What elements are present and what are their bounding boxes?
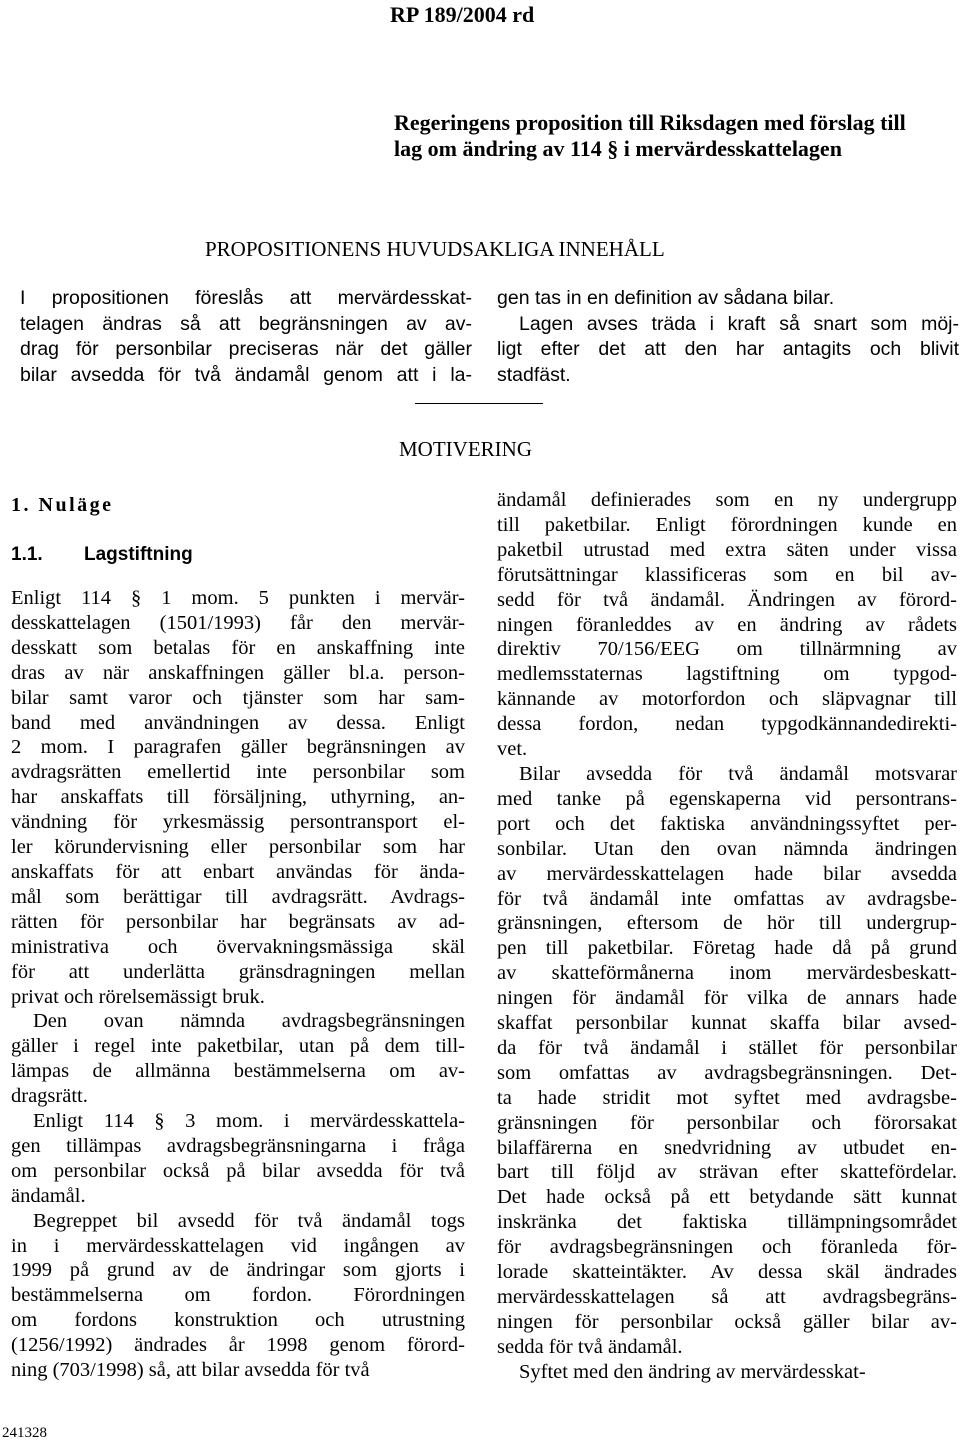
body-text-line: av skatteförmånerna inom mervärdesbeskatt- <box>497 962 957 985</box>
body-text-line: pen till paketbilar. Företag hade då på grund <box>497 937 957 960</box>
body-text-line: inskränka det faktiska tillämpningsområdet <box>497 1211 957 1234</box>
title-line: lag om ändring av 114 § i mervärdesskattelagen <box>394 136 842 161</box>
body-text-line: för avdragsbegränsningen och föranleda för- <box>497 1236 957 1259</box>
body-text-line: 2 mom. I paragrafen gäller begränsningen av <box>11 736 465 759</box>
body-text-line: mål som berättigar till avdragsrätt. Avdrags- <box>11 885 465 908</box>
body-text-line: bilar samt varor och tjänster som har sam- <box>11 686 465 709</box>
body-text-line: lämpas de allmänna bestämmelserna om av- <box>11 1060 465 1083</box>
body-text-line: da för två ändamål i stället för personbilar <box>497 1036 957 1059</box>
proposition-title <box>394 110 954 162</box>
body-text-line: gränsningen för personbilar och förorsakat <box>497 1111 957 1134</box>
summary-line: telagen ändras så att begränsningen av av- <box>20 312 472 335</box>
body-text-line: ning (703/1998) så, att bilar avsedda för två <box>11 1359 370 1382</box>
body-text-line: bilaffärerna en snedvridning av utbudet en- <box>497 1136 957 1159</box>
document-reference: RP 189/2004 rd <box>390 2 535 27</box>
body-text-line: direktiv 70/156/EEG om tillnärmning av <box>497 638 957 661</box>
body-text-line: Syftet med den ändring av mervärdesskat- <box>519 1360 866 1383</box>
body-text-line: in i mervärdesskattelagen vid ingången av <box>11 1234 465 1257</box>
summary-line: drag för personbilar preciseras när det gäller <box>20 338 472 360</box>
summary-right-column <box>497 286 959 388</box>
section-heading-nulage: 1. Nuläge <box>11 494 114 516</box>
body-text-line: desskattelagen (1501/1993) får den mervär- <box>11 611 465 634</box>
body-text-line: till paketbilar. Enligt förordningen kunde en <box>497 513 957 536</box>
body-text-line: lorade skatteintäkter. Av dessa skäl ändrades <box>497 1261 957 1284</box>
body-text-line: dragsrätt. <box>11 1085 88 1108</box>
summary-line: I propositionen föreslås att mervärdesskat- <box>20 287 472 309</box>
body-text-line: om personbilar också på bilar avsedda för två <box>11 1159 465 1182</box>
summary-line: Lagen avses träda i kraft så snart som möj- <box>519 312 959 335</box>
summary-line: gen tas in en definition av sådana bilar. <box>497 287 835 309</box>
body-text-line: ler körundervisning eller personbilar som har <box>11 836 465 859</box>
summary-line: stadfäst. <box>497 363 571 386</box>
body-text-line: Bilar avsedda för två ändamål motsvarar <box>519 762 957 785</box>
body-text-line: bart till följd av strävan efter skattefördelar. <box>497 1161 957 1184</box>
body-text-line: ändamål definierades som en ny undergrupp <box>497 489 957 511</box>
summary-line: bilar avsedda för två ändamål genom att i la- <box>20 363 472 386</box>
body-text-line: gäller i regel inte paketbilar, utan på dem till- <box>11 1035 465 1058</box>
body-text-line: desskatt som betalas för en anskaffning inte <box>11 636 465 659</box>
body-text-line: för att underlätta gränsdragningen mellan <box>11 960 465 983</box>
body-text-line: Begreppet bil avsedd för två ändamål togs <box>33 1209 465 1232</box>
body-right-column <box>497 488 957 1385</box>
body-text-line: band med användningen av dessa. Enligt <box>11 711 465 734</box>
body-text-line: vändning för yrkesmässig persontransport el- <box>11 811 465 834</box>
body-text-line: sedd för två ändamål. Ändringen av förord- <box>497 588 957 611</box>
body-text-line: privat och rörelsemässigt bruk. <box>11 985 265 1008</box>
body-text-line: dessa fordon, nedan typgodkännandedirekti- <box>497 713 957 736</box>
body-text-line: 1999 på grund av de ändringar som gjorts i <box>11 1259 465 1282</box>
title-line: Regeringens proposition till Riksdagen med förslag till <box>394 110 906 135</box>
body-text-line: Enligt 114 § 1 mom. 5 punkten i mervär- <box>11 587 465 609</box>
body-text-line: port och det faktiska användningssyftet per- <box>497 812 957 835</box>
body-text-line: gen tillämpas avdragsbegränsningarna i fråga <box>11 1134 465 1157</box>
body-text-line: ta hade stridit mot syftet med avdragsbe- <box>497 1086 957 1109</box>
body-text-line: mervärdesskattelagen så att avdragsbegräns- <box>497 1286 957 1308</box>
body-text-line: Den ovan nämnda avdragsbegränsningen <box>33 1010 465 1033</box>
body-text-line: Enligt 114 § 3 mom. i mervärdesskattela- <box>33 1110 465 1133</box>
section-separator <box>415 403 543 404</box>
body-text-line: bestämmelserna om fordon. Förordningen <box>11 1284 465 1307</box>
subsection-number: 1.1. <box>11 544 43 565</box>
body-text-line: om fordons konstruktion och utrustning <box>11 1309 465 1332</box>
body-text-line: gränsningen, eftersom de hör till undergrup- <box>497 912 957 935</box>
page-code: 241328 <box>2 1425 47 1441</box>
body-text-line: ningen föranleddes av en ändring av rådets <box>497 613 957 636</box>
body-text-line: rätten för personbilar har begränsats av ad- <box>11 910 465 933</box>
body-text-line: Det hade också på ett betydande sätt kunnat <box>497 1186 957 1209</box>
subsection-heading-lagstiftning <box>11 542 193 568</box>
body-text-line: ningen för personbilar också gäller bilar av- <box>497 1310 957 1333</box>
body-text-line: förutsättningar klassificeras som en bil av- <box>497 563 957 586</box>
body-text-line: vet. <box>497 738 528 761</box>
body-text-line: (1256/1992) ändrades år 1998 genom förord- <box>11 1334 465 1357</box>
body-text-line: kännande av motorfordon och släpvagnar till <box>497 688 957 711</box>
summary-left-column <box>20 286 472 388</box>
body-text-line: ändamål. <box>11 1184 86 1207</box>
summary-heading: PROPOSITIONENS HUVUDSAKLIGA INNEHÅLL <box>205 237 665 261</box>
body-text-line: sedda för två ändamål. <box>497 1335 683 1358</box>
summary-line: ligt efter det att den har antagits och blivit <box>497 338 959 360</box>
body-text-line: medlemsstaternas lagstiftning om typgod- <box>497 663 957 686</box>
body-text-line: dras av när anskaffningen gäller bl.a. person- <box>11 661 465 684</box>
body-text-line: som omfattas av avdragsbegränsningen. Det- <box>497 1061 957 1084</box>
body-text-line: sonbilar. Utan den ovan nämnda ändringen <box>497 837 957 860</box>
subsection-title: Lagstiftning <box>84 544 193 565</box>
motivering-heading: MOTIVERING <box>399 437 532 461</box>
body-text-line: för två ändamål inte omfattas av avdragsbe- <box>497 887 957 910</box>
body-text-line: ministrativa och övervakningsmässiga skäl <box>11 935 465 958</box>
body-text-line: har anskaffats till försäljning, uthyrning, an- <box>11 786 465 809</box>
body-text-line: skaffat personbilar kunnat skaffa bilar avsed- <box>497 1012 957 1035</box>
body-left-column <box>11 586 465 1383</box>
body-text-line: av mervärdesskattelagen hade bilar avsedda <box>497 862 957 885</box>
body-text-line: paketbil utrustad med extra säten under vissa <box>497 538 957 561</box>
body-text-line: ningen för ändamål för vilka de annars hade <box>497 987 957 1010</box>
body-text-line: anskaffats för att enbart användas för ända- <box>11 860 465 883</box>
body-text-line: avdragsrätten emellertid inte personbilar som <box>11 761 465 784</box>
body-text-line: med tanke på egenskaperna vid persontrans- <box>497 787 957 810</box>
